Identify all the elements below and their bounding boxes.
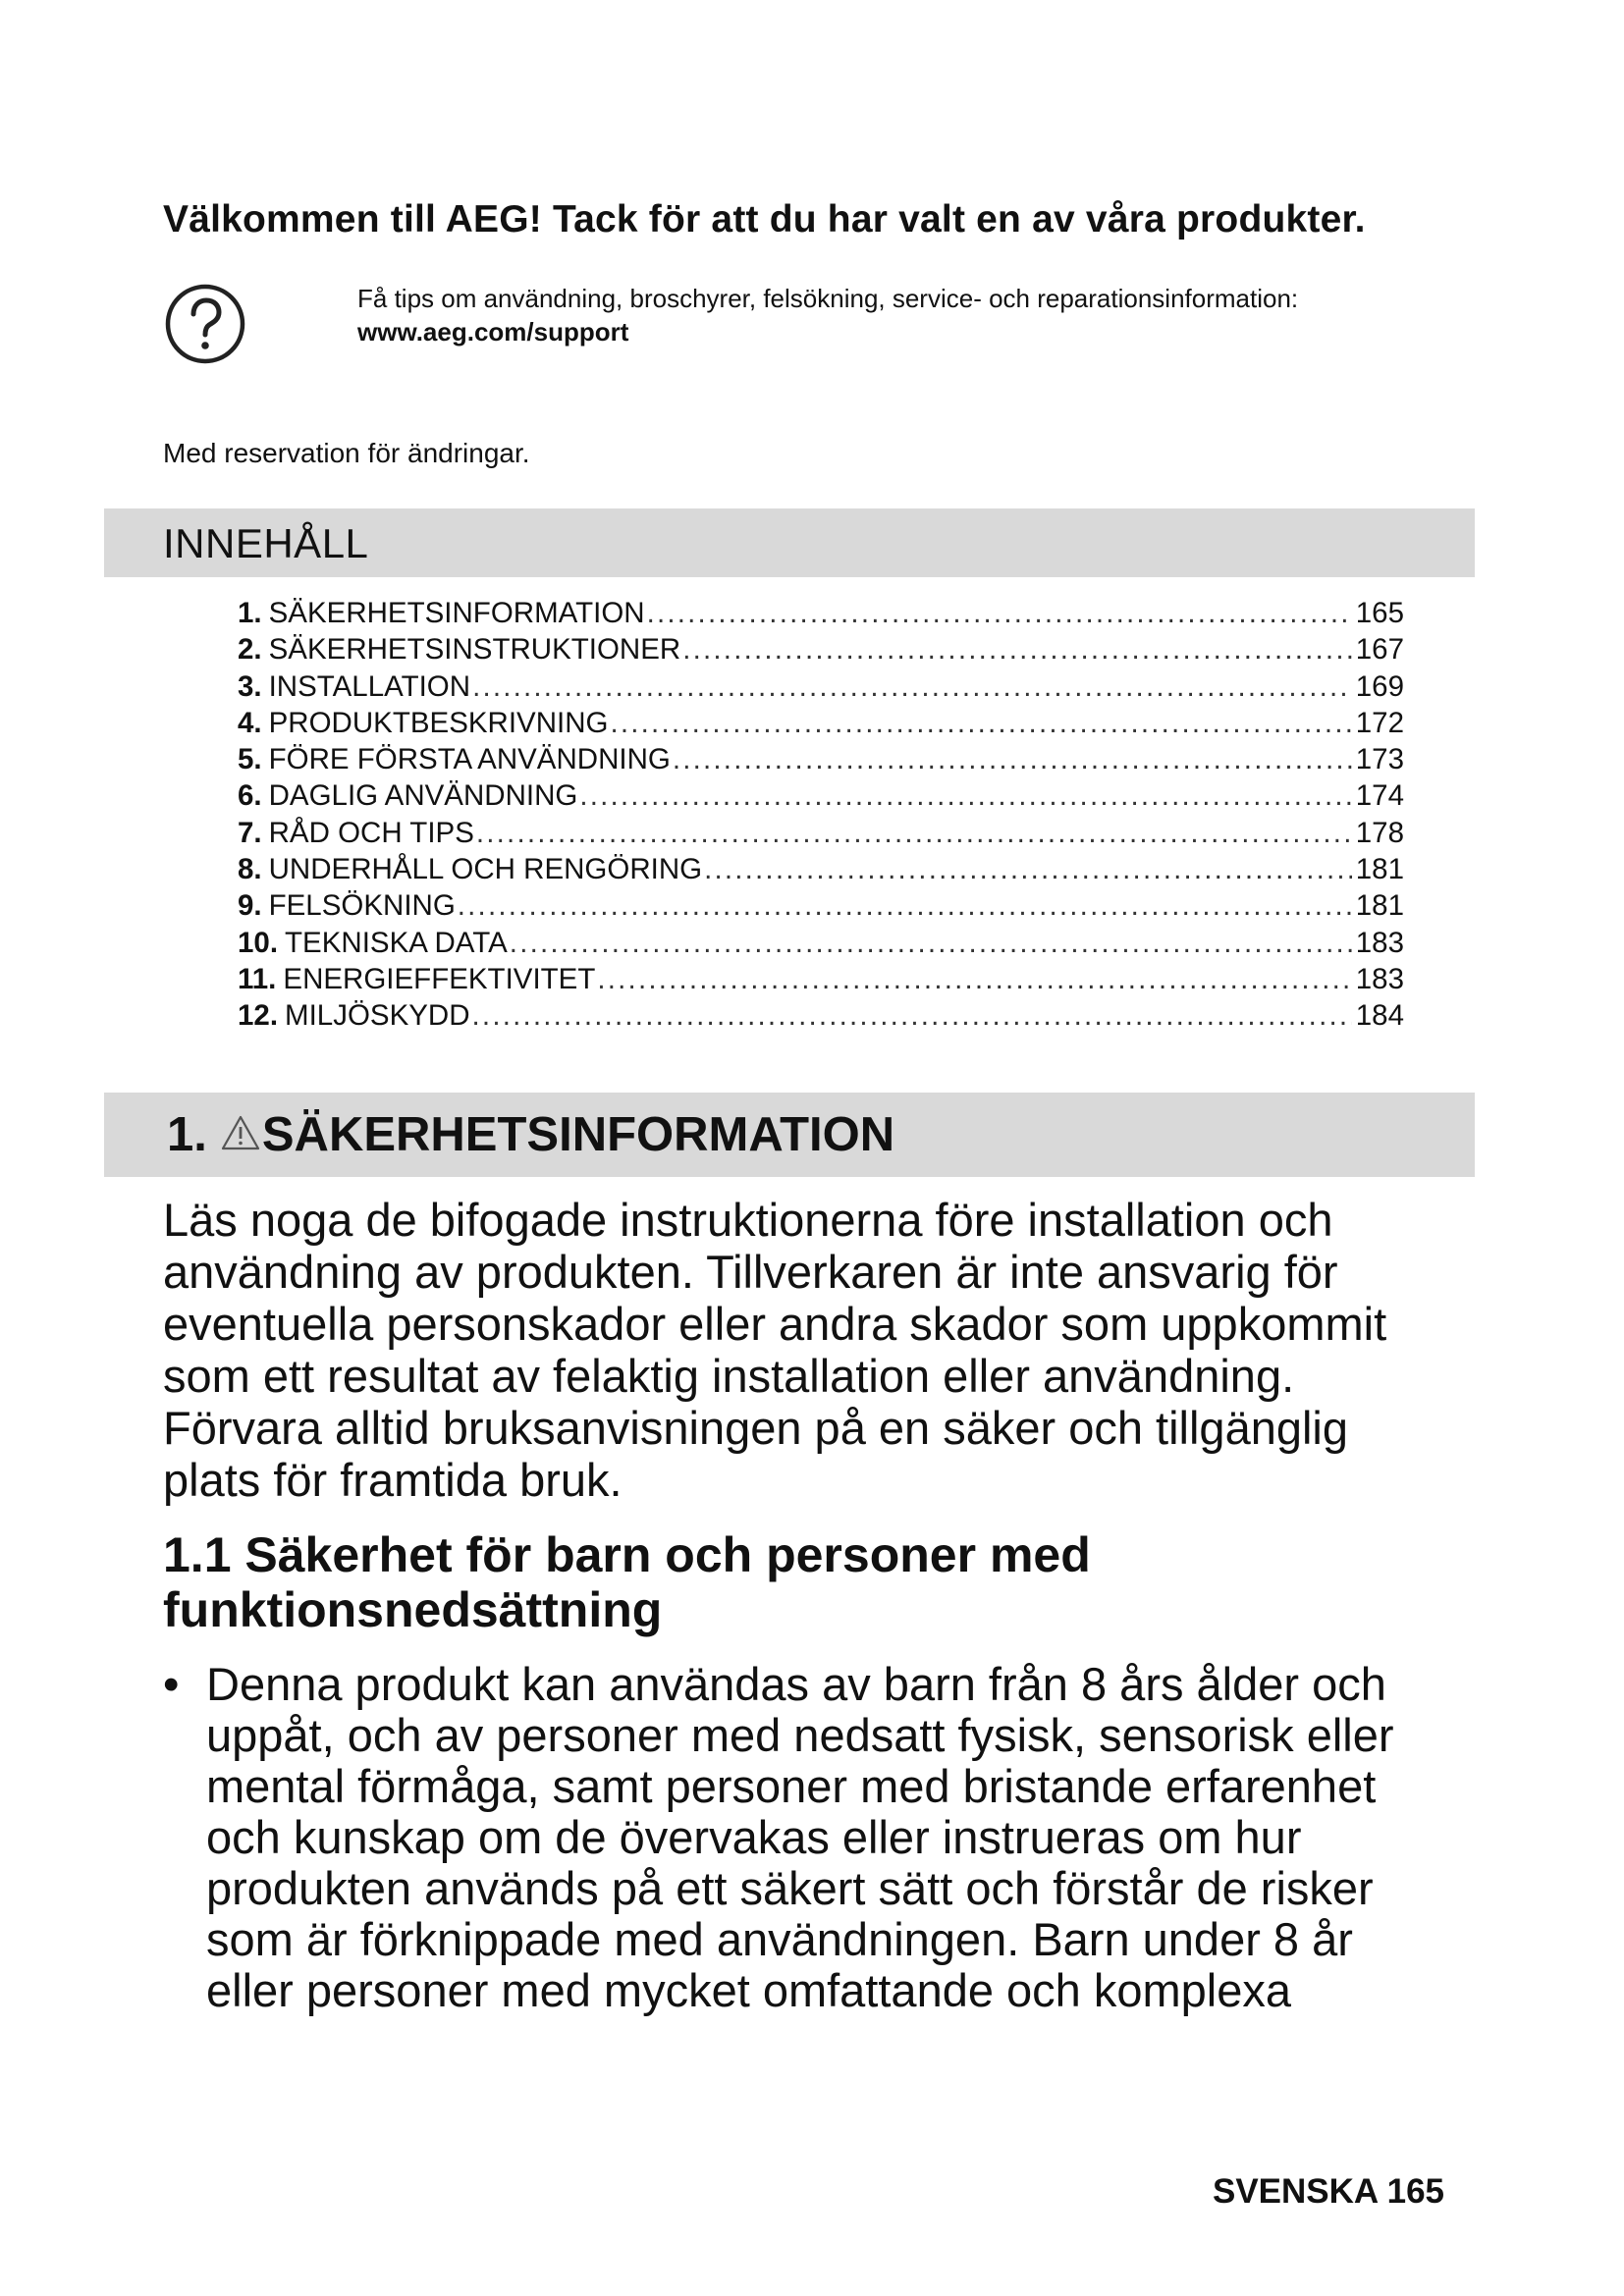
toc-leader-dots	[704, 851, 1352, 887]
toc-entry-page: 181	[1355, 853, 1404, 886]
toc-entry[interactable]	[238, 741, 1404, 777]
toc-leader-dots	[682, 631, 1352, 667]
toc-entry-number: 3.	[238, 669, 262, 703]
toc-entry-number: 12.	[238, 999, 279, 1033]
toc-entry-title: PRODUKTBESKRIVNING	[268, 706, 609, 739]
warning-triangle-icon	[221, 1115, 260, 1150]
toc-entry-number: 5.	[238, 743, 262, 776]
toc-entry[interactable]	[238, 961, 1404, 997]
toc-entry-number: 6.	[238, 779, 262, 813]
toc-entry[interactable]	[238, 631, 1404, 667]
toc-entry[interactable]	[238, 925, 1404, 961]
toc-entry[interactable]	[238, 777, 1404, 814]
toc-leader-dots	[610, 705, 1351, 741]
toc-leader-dots	[647, 595, 1352, 631]
toc-leader-dots	[472, 997, 1352, 1034]
toc-entry-page: 183	[1355, 926, 1404, 959]
bullet-line: som är förknippade med användningen. Barn under 8 år	[206, 1913, 1353, 1965]
toc-header	[104, 508, 1475, 577]
toc-entry[interactable]	[238, 887, 1404, 924]
intro-line: eventuella personskador eller andra skador som uppkommit	[163, 1298, 1387, 1350]
reservation-note: Med reservation för ändringar.	[163, 438, 530, 468]
bullet-line: uppåt, och av personer med nedsatt fysisk, sensorisk eller	[206, 1709, 1394, 1761]
toc-entry[interactable]	[238, 595, 1404, 631]
toc-entry-title: ENERGIEFFEKTIVITET	[283, 962, 596, 995]
toc-leader-dots	[472, 668, 1352, 705]
toc-entry-number: 10.	[238, 926, 279, 959]
subheading-line: 1.1 Säkerhet för barn och personer med	[163, 1527, 1091, 1582]
welcome-heading: Välkommen till AEG! Tack för att du har valt en av våra produkter.	[163, 198, 1366, 240]
intro-line: som ett resultat av felaktig installation eller användning.	[163, 1350, 1295, 1402]
bullet-symbol: •	[163, 1658, 180, 1710]
toc-entry-title: UNDERHÅLL OCH RENGÖRING	[268, 853, 703, 886]
support-text: Få tips om användning, broschyrer, felsökning, service- och reparationsinformation:	[357, 284, 1299, 313]
toc-entry[interactable]	[238, 668, 1404, 705]
toc-entry-page: 173	[1355, 743, 1404, 776]
bullet-line: Denna produkt kan användas av barn från 8 års ålder och	[206, 1658, 1386, 1710]
toc-entry-page: 184	[1355, 999, 1404, 1033]
toc-entry-number: 11.	[238, 962, 277, 995]
toc-leader-dots	[579, 777, 1351, 814]
toc-entry-page: 172	[1355, 706, 1404, 739]
toc-entry-page: 181	[1355, 889, 1404, 923]
toc-entry-number: 7.	[238, 816, 262, 849]
toc-leader-dots	[597, 961, 1351, 997]
toc-entry-title: DAGLIG ANVÄNDNING	[268, 779, 578, 813]
section-title	[167, 1107, 894, 1162]
subheading-line: funktionsnedsättning	[163, 1582, 663, 1637]
intro-paragraph	[163, 1194, 1469, 1506]
intro-line: Förvara alltid bruksanvisningen på en säker och tillgänglig	[163, 1402, 1349, 1454]
toc-entry-title: INSTALLATION	[268, 669, 471, 703]
toc-heading: INNEHÅLL	[163, 520, 369, 566]
bullet-line: eller personer med mycket omfattande och komplexa	[206, 1964, 1292, 2016]
section-title-text: SÄKERHETSINFORMATION	[261, 1108, 895, 1161]
toc-entry[interactable]	[238, 815, 1404, 851]
toc-entry-title: MILJÖSKYDD	[285, 999, 470, 1033]
subsection-heading	[163, 1527, 1469, 1637]
section-header	[104, 1093, 1475, 1177]
page-footer: SVENSKA 165	[1212, 2172, 1444, 2211]
bullet-line: produkten används på ett säkert sätt och förstår de risker	[206, 1862, 1374, 1914]
toc-entry-title: FÖRE FÖRSTA ANVÄNDNING	[268, 743, 671, 776]
toc-leader-dots	[458, 887, 1352, 924]
toc-leader-dots	[510, 925, 1352, 961]
intro-line: plats för framtida bruk.	[163, 1454, 623, 1506]
toc-entry-number: 4.	[238, 706, 262, 739]
table-of-contents	[238, 595, 1404, 1035]
toc-entry-title: SÄKERHETSINSTRUKTIONER	[268, 633, 681, 667]
toc-entry-title: SÄKERHETSINFORMATION	[268, 597, 645, 629]
support-info	[357, 282, 1298, 348]
toc-leader-dots	[476, 815, 1352, 851]
support-link[interactable]: www.aeg.com/support	[357, 317, 629, 347]
question-circle-icon	[163, 282, 247, 366]
toc-entry-title: TEKNISKA DATA	[285, 926, 508, 959]
toc-entry-title: RÅD OCH TIPS	[268, 816, 474, 849]
toc-entry-number: 8.	[238, 853, 262, 886]
toc-entry-number: 1.	[238, 597, 262, 629]
toc-entry-page: 167	[1355, 633, 1404, 667]
section-number: 1.	[167, 1108, 207, 1161]
bullet-line: och kunskap om de övervakas eller instrueras om hur	[206, 1811, 1302, 1863]
toc-entry-number: 2.	[238, 633, 262, 667]
toc-entry-page: 165	[1355, 597, 1404, 629]
toc-entry-page: 174	[1355, 779, 1404, 813]
toc-entry[interactable]	[238, 997, 1404, 1034]
intro-line: Läs noga de bifogade instruktionerna före installation och	[163, 1194, 1333, 1246]
toc-entry-page: 178	[1355, 816, 1404, 849]
toc-entry-title: FELSÖKNING	[268, 889, 456, 923]
intro-line: användning av produkten. Tillverkaren är inte ansvarig för	[163, 1246, 1338, 1298]
toc-leader-dots	[673, 741, 1352, 777]
toc-entry[interactable]	[238, 851, 1404, 887]
toc-entry-page: 183	[1355, 962, 1404, 995]
toc-entry[interactable]	[238, 705, 1404, 741]
bullet-line: mental förmåga, samt personer med bristande erfarenhet	[206, 1760, 1377, 1812]
toc-entry-page: 169	[1355, 669, 1404, 703]
toc-entry-number: 9.	[238, 889, 262, 923]
